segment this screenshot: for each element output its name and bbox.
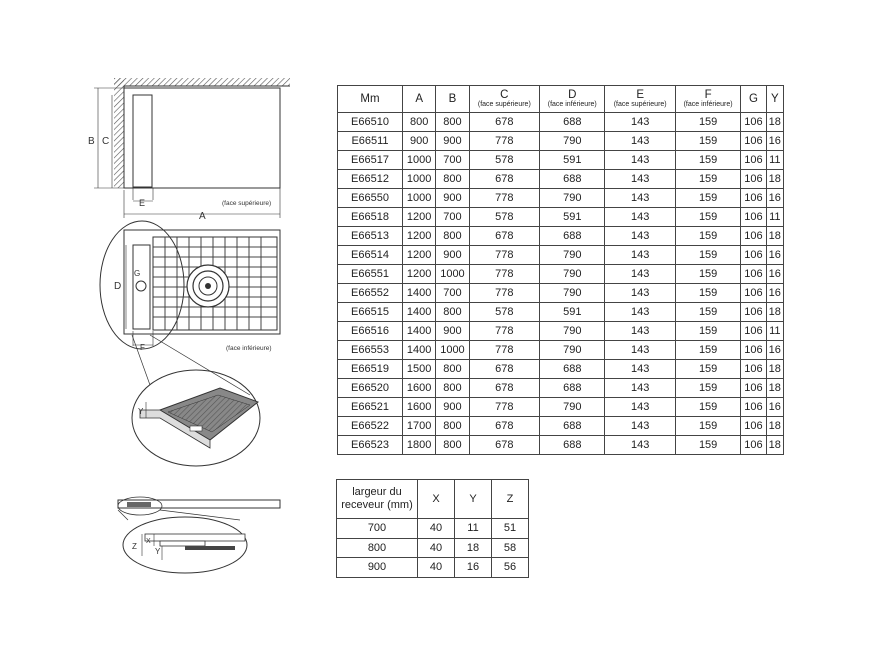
table-cell: 1400 — [403, 322, 436, 341]
table-cell: 143 — [605, 379, 675, 398]
column-header: Z — [492, 480, 529, 519]
column-header-note: (face inférieure) — [547, 100, 597, 108]
table-cell: 16 — [766, 265, 783, 284]
label-e: E — [139, 198, 146, 208]
table-row — [338, 170, 784, 189]
table-cell: 1400 — [403, 341, 436, 360]
table-cell: 800 — [436, 379, 469, 398]
table-row — [337, 558, 529, 578]
table-cell: 1000 — [403, 170, 436, 189]
column-header-label: Y — [770, 92, 779, 105]
table-cell: 18 — [766, 170, 783, 189]
column-header-label: D — [568, 88, 577, 101]
table-cell: 159 — [675, 398, 740, 417]
column-header — [741, 86, 766, 113]
table-cell: 159 — [675, 341, 740, 360]
table-cell: 16 — [766, 284, 783, 303]
table-cell: 678 — [469, 113, 539, 132]
table-cell: 700 — [436, 151, 469, 170]
table-cell: 106 — [741, 284, 766, 303]
section-view — [118, 497, 280, 573]
table-cell: 16 — [766, 246, 783, 265]
table-cell: 591 — [540, 208, 605, 227]
table-cell: 106 — [741, 341, 766, 360]
table-cell: 159 — [675, 208, 740, 227]
table-cell: 106 — [741, 246, 766, 265]
table-cell: 800 — [436, 417, 469, 436]
label-y-section: Y — [155, 547, 161, 556]
table-cell: 790 — [540, 284, 605, 303]
table-cell: 800 — [436, 227, 469, 246]
header-row — [338, 86, 784, 113]
table-cell: 106 — [741, 398, 766, 417]
table-cell: 18 — [766, 113, 783, 132]
table-cell: 900 — [436, 322, 469, 341]
table-cell: 106 — [741, 417, 766, 436]
table-cell: 159 — [675, 227, 740, 246]
table-cell: 40 — [418, 558, 455, 578]
table-cell: 143 — [605, 398, 675, 417]
table-cell: 688 — [540, 113, 605, 132]
table-cell: 159 — [675, 246, 740, 265]
column-header — [766, 86, 783, 113]
table-cell: 159 — [675, 151, 740, 170]
table-cell: 790 — [540, 246, 605, 265]
table-cell: E66520 — [338, 379, 403, 398]
table-cell: 900 — [337, 558, 418, 578]
table-cell: 51 — [492, 519, 529, 539]
table-cell: E66516 — [338, 322, 403, 341]
table-cell: E66521 — [338, 398, 403, 417]
table-row — [338, 151, 784, 170]
table-cell: E66517 — [338, 151, 403, 170]
table-cell: 159 — [675, 436, 740, 455]
table-cell: 800 — [436, 303, 469, 322]
table-cell: 800 — [436, 360, 469, 379]
table-cell: 143 — [605, 322, 675, 341]
table-cell: 591 — [540, 151, 605, 170]
table-cell: 106 — [741, 132, 766, 151]
table-cell: 790 — [540, 132, 605, 151]
table-cell: 790 — [540, 189, 605, 208]
table-row — [338, 189, 784, 208]
table-cell: 900 — [436, 132, 469, 151]
label-a: A — [199, 211, 206, 222]
table-cell: 790 — [540, 322, 605, 341]
table-cell: 106 — [741, 189, 766, 208]
table-row — [338, 398, 784, 417]
table-cell: 56 — [492, 558, 529, 578]
table-cell: 688 — [540, 379, 605, 398]
column-header — [436, 86, 469, 113]
table-cell: 1000 — [436, 341, 469, 360]
table-cell: 159 — [675, 265, 740, 284]
table-cell: 143 — [605, 417, 675, 436]
label-d: D — [114, 281, 122, 292]
bottom-view — [100, 221, 280, 352]
label-b: B — [88, 136, 95, 147]
table-row — [338, 322, 784, 341]
column-header-label: A — [415, 92, 423, 105]
table-cell: 143 — [605, 132, 675, 151]
table-cell: 159 — [675, 113, 740, 132]
table-cell: 40 — [418, 538, 455, 558]
technical-drawing — [0, 0, 330, 655]
table-cell: 106 — [741, 170, 766, 189]
table-cell: 1400 — [403, 284, 436, 303]
table-row — [337, 538, 529, 558]
table-cell: 143 — [605, 246, 675, 265]
table-row — [338, 132, 784, 151]
label-c: C — [102, 136, 110, 147]
table-cell: 1000 — [403, 189, 436, 208]
table-cell: 143 — [605, 113, 675, 132]
table-cell: 700 — [436, 208, 469, 227]
column-header-label: F — [704, 88, 712, 101]
table-cell: 900 — [436, 189, 469, 208]
table-cell: 143 — [605, 151, 675, 170]
label-y-detail: Y — [138, 407, 144, 416]
label-face-superieure: (face supérieure) — [222, 200, 272, 207]
table-cell: 143 — [605, 303, 675, 322]
table-cell: 11 — [766, 208, 783, 227]
table-cell: 1600 — [403, 379, 436, 398]
table-cell: 800 — [436, 170, 469, 189]
table-cell: 40 — [418, 519, 455, 539]
table-cell: 143 — [605, 208, 675, 227]
table-cell: 1400 — [403, 303, 436, 322]
column-header-label: E — [636, 88, 645, 101]
table-cell: 800 — [436, 436, 469, 455]
table-row — [338, 417, 784, 436]
table-row — [338, 379, 784, 398]
table-cell: E66510 — [338, 113, 403, 132]
table-cell: E66550 — [338, 189, 403, 208]
table-cell: 18 — [766, 227, 783, 246]
table-cell: 678 — [469, 170, 539, 189]
table-cell: 778 — [469, 284, 539, 303]
table-cell: E66513 — [338, 227, 403, 246]
column-header — [338, 86, 403, 113]
table-cell: 143 — [605, 341, 675, 360]
table-cell: 900 — [436, 246, 469, 265]
table-cell: 143 — [605, 265, 675, 284]
table-cell: 678 — [469, 227, 539, 246]
table-cell: 591 — [540, 303, 605, 322]
table-cell: 159 — [675, 322, 740, 341]
table-row — [338, 265, 784, 284]
table-cell: 1200 — [403, 246, 436, 265]
table-row — [338, 208, 784, 227]
table-cell: 106 — [741, 303, 766, 322]
detail-view — [132, 335, 260, 466]
table-cell: 688 — [540, 417, 605, 436]
table-cell: 11 — [766, 151, 783, 170]
table-cell: 688 — [540, 227, 605, 246]
table-cell: 790 — [540, 398, 605, 417]
table-cell: 800 — [403, 113, 436, 132]
column-header — [540, 86, 605, 113]
table-row — [338, 360, 784, 379]
table-cell: 18 — [455, 538, 492, 558]
table-cell: E66512 — [338, 170, 403, 189]
table-cell: 159 — [675, 379, 740, 398]
table-cell: 688 — [540, 360, 605, 379]
top-view — [88, 78, 290, 222]
table-cell: 1200 — [403, 208, 436, 227]
table-cell: 678 — [469, 360, 539, 379]
table-cell: 678 — [469, 417, 539, 436]
label-face-inferieure: (face inférieure) — [226, 345, 272, 352]
header-row — [337, 480, 529, 519]
table-row — [337, 519, 529, 539]
column-header-label: B — [448, 92, 457, 105]
table-cell: 18 — [766, 417, 783, 436]
table-cell: 16 — [766, 398, 783, 417]
table-cell: 16 — [766, 132, 783, 151]
table-cell: 778 — [469, 322, 539, 341]
table-cell: 106 — [741, 113, 766, 132]
table-cell: E66523 — [338, 436, 403, 455]
column-header-label: Mm — [360, 92, 380, 105]
label-z: Z — [132, 542, 137, 551]
table-cell: 106 — [741, 379, 766, 398]
table-cell: 159 — [675, 132, 740, 151]
column-header: X — [418, 480, 455, 519]
column-header — [469, 86, 539, 113]
table-cell: 159 — [675, 417, 740, 436]
table-cell: 143 — [605, 170, 675, 189]
table-cell: 1600 — [403, 398, 436, 417]
dimensions-table — [337, 85, 784, 455]
table-cell: 18 — [766, 303, 783, 322]
column-header-note: (face supérieure) — [477, 100, 531, 108]
label-x: X — [146, 538, 151, 545]
table-cell: 578 — [469, 303, 539, 322]
table-cell: 143 — [605, 227, 675, 246]
column-header: largeur du receveur (mm) — [337, 480, 418, 519]
table-cell: 688 — [540, 436, 605, 455]
table-cell: 159 — [675, 284, 740, 303]
table-cell: 778 — [469, 398, 539, 417]
table-cell: 900 — [403, 132, 436, 151]
table-cell: 18 — [766, 379, 783, 398]
table-cell: 106 — [741, 265, 766, 284]
table-cell: 678 — [469, 379, 539, 398]
table-cell: 790 — [540, 341, 605, 360]
table-cell: E66553 — [338, 341, 403, 360]
table-cell: 790 — [540, 265, 605, 284]
table-cell: 688 — [540, 170, 605, 189]
table-cell: E66511 — [338, 132, 403, 151]
table-cell: 11 — [766, 322, 783, 341]
table-cell: 106 — [741, 436, 766, 455]
column-header-label: G — [748, 92, 758, 105]
table-cell: 1700 — [403, 417, 436, 436]
table-cell: 159 — [675, 360, 740, 379]
table-row — [338, 246, 784, 265]
table-cell: 778 — [469, 265, 539, 284]
table-cell: 578 — [469, 151, 539, 170]
table-cell: 800 — [337, 538, 418, 558]
table-cell: 143 — [605, 436, 675, 455]
column-header-label: C — [500, 88, 509, 101]
column-header-note: (face inférieure) — [683, 100, 733, 108]
table-cell: 106 — [741, 322, 766, 341]
label-f: F — [140, 343, 145, 352]
table-cell: 18 — [766, 360, 783, 379]
table-cell: 11 — [455, 519, 492, 539]
column-header — [605, 86, 675, 113]
table-cell: 578 — [469, 208, 539, 227]
table-cell: 1200 — [403, 227, 436, 246]
table-cell: 900 — [436, 398, 469, 417]
table-cell: 778 — [469, 341, 539, 360]
table-cell: 106 — [741, 151, 766, 170]
table-cell: 1000 — [436, 265, 469, 284]
table-cell: 16 — [455, 558, 492, 578]
table-row — [338, 436, 784, 455]
table-row — [338, 303, 784, 322]
table-cell: 143 — [605, 189, 675, 208]
table-row — [338, 341, 784, 360]
table-cell: 678 — [469, 436, 539, 455]
table-cell: 106 — [741, 208, 766, 227]
table-row — [338, 227, 784, 246]
table-cell: 58 — [492, 538, 529, 558]
table-cell: E66551 — [338, 265, 403, 284]
table-cell: 800 — [436, 113, 469, 132]
table-cell: 159 — [675, 170, 740, 189]
table-cell: E66522 — [338, 417, 403, 436]
column-header — [675, 86, 740, 113]
table-cell: 1500 — [403, 360, 436, 379]
xyz-table — [336, 479, 529, 578]
column-header — [403, 86, 436, 113]
table-cell: 159 — [675, 189, 740, 208]
table-cell: 106 — [741, 227, 766, 246]
table-cell: 1200 — [403, 265, 436, 284]
table-cell: E66515 — [338, 303, 403, 322]
label-g: G — [134, 269, 141, 278]
table-cell: 778 — [469, 132, 539, 151]
table-row — [338, 113, 784, 132]
table-cell: 159 — [675, 303, 740, 322]
table-cell: 143 — [605, 360, 675, 379]
table-cell: 1000 — [403, 151, 436, 170]
table-cell: 143 — [605, 284, 675, 303]
table-cell: E66552 — [338, 284, 403, 303]
table-cell: 18 — [766, 436, 783, 455]
table-cell: 778 — [469, 189, 539, 208]
table-cell: 16 — [766, 189, 783, 208]
table-cell: 16 — [766, 341, 783, 360]
table-cell: E66514 — [338, 246, 403, 265]
table-cell: 106 — [741, 360, 766, 379]
column-header-note: (face supérieure) — [613, 100, 667, 108]
table-cell: 778 — [469, 246, 539, 265]
table-cell: 700 — [436, 284, 469, 303]
table-cell: E66518 — [338, 208, 403, 227]
table-row — [338, 284, 784, 303]
table-cell: 700 — [337, 519, 418, 539]
column-header: Y — [455, 480, 492, 519]
table-cell: E66519 — [338, 360, 403, 379]
table-cell: 1800 — [403, 436, 436, 455]
